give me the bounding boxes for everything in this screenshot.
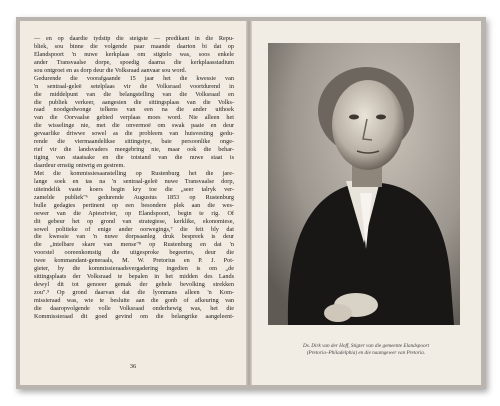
- text-line: bliek, sou binne die volgende paar maande daarton bi dat op: [34, 42, 234, 50]
- left-page: [20, 21, 246, 385]
- text-line: rief vir die landsvaders meegebring nie, maar ook die behar-: [34, 146, 234, 154]
- text-line: rende die viermaandelikse sittingstye, baie persoonlike onge-: [34, 138, 234, 146]
- text-line: uiteindelik vaste koers begin kry toe die „seer talryk ver-: [34, 185, 234, 193]
- text-line: zou".⁹ Op grond daarvan dat die lyonmans alleen 'n Kom-: [34, 289, 234, 296]
- text-line: missieraad was, wie te besluite aan die gonb of afkeuring van: [34, 296, 234, 304]
- text-line: dewyl dit tot genoeer gemak der gehele bevolking strekken: [34, 281, 234, 289]
- text-line: die middelpunt van die belangstelling van die Volksraad en: [34, 90, 234, 98]
- text-line: tiging van staatsake en die totstand van die nuwe staat is: [34, 154, 234, 162]
- text-line: gieter, by die kommissieraadsvergadering ingedien is om „de: [34, 265, 234, 273]
- text-line: voorstel ooreenkomstig die uitgesproke begeertes, deur die: [34, 249, 234, 257]
- text-line: Elandspoort 'n nuwe kerkplaas om stigtelo was, soos enkele: [34, 50, 234, 58]
- text-line: twee kommandant-generaals, M. W. Pretorius en P. J. Pot-: [34, 257, 234, 265]
- text-line: die wisselinge nie, met die onvermoë om swak paaie en deur: [34, 122, 234, 130]
- text-line: raad noodgedwonge telkens van een na die ander uithoek: [34, 106, 234, 114]
- text-line: die „intelbare skare van mense"⁸ op Rustenburg en dat 'n: [34, 241, 234, 249]
- caption-line-1: Ds. Dirk van der Hoff, Stigter van die gemeente Elandspoort: [302, 343, 430, 349]
- text-line: — en op daardie tydstip die steigste — predikant in die Repu-: [34, 35, 234, 42]
- text-line: ander Transvaalse dorpe, spoedig daarna die kerkplaasstadium: [34, 58, 234, 66]
- portrait-photo: [268, 43, 460, 325]
- body-text: [34, 35, 234, 321]
- right-page: [252, 21, 481, 385]
- text-line: Met die kommissiesaanstelling op Rustenburg het die jare-: [34, 169, 234, 177]
- text-line: van die Oorvaalse gebied verplaas moes word. Nie alleen het: [34, 114, 234, 122]
- text-line: sittingsplaats der Volksraad te bepalen in het midden des Lands: [34, 273, 234, 281]
- portrait-illustration: [268, 43, 460, 325]
- text-line: sou ontgroei en as dorp deur die Volksraad aanvaar sou word.: [34, 66, 187, 74]
- text-line: oewer van die Apiesrivier, op Elandspoort, begin te rig. Of: [34, 209, 234, 217]
- text-line: die kwessie van 'n nuwe dorpsaanleg druk bespreek is deur: [34, 233, 234, 241]
- page-number: 36: [129, 363, 137, 370]
- text-line: gevaarlike driwwe sowel as die probleem van huisvesting gedu-: [34, 130, 234, 138]
- text-line: Kommissieraad dit goed gevind om die belangrike aangeleent-: [34, 312, 234, 320]
- photo-caption: [266, 343, 466, 357]
- text-line: sowel politieke of enige ander oorwegings,⁷ die feit bly dat: [34, 225, 234, 233]
- text-line: die publiek verkeer, aangesien die sittingsplaas van die Volks-: [34, 98, 234, 106]
- open-book: [16, 17, 486, 389]
- text-line: bulle gedagtes pertinent op een besondere plek aan die wes-: [34, 201, 234, 209]
- text-line: zamelde publiek"⁶ gedurende Augustus 1853 op Rustenburg: [34, 193, 234, 201]
- text-line: dit gebeur het op grond van strategiese, kerklike, ekonomiese,: [34, 217, 234, 225]
- text-line: die daaropvolgende volle Volksraad onderhewig was, het die: [34, 304, 234, 312]
- caption-line-2: (Pretoria–Philadelphia) en die naamgewer van Pretoria.: [306, 350, 426, 356]
- text-line: 'n sentraal-geleë setelplaas vir die Volksraad voortdurend in: [34, 82, 234, 90]
- text-line: lange soek en tas na 'n sentraal-geleë nuwe Transvaalse dorp,: [34, 177, 234, 185]
- text-line: Gedurende die voorafgaande 15 jaar het die kwessie van: [34, 74, 234, 82]
- text-line: daardeur ernstig ontwrig en gestrem.: [34, 162, 125, 169]
